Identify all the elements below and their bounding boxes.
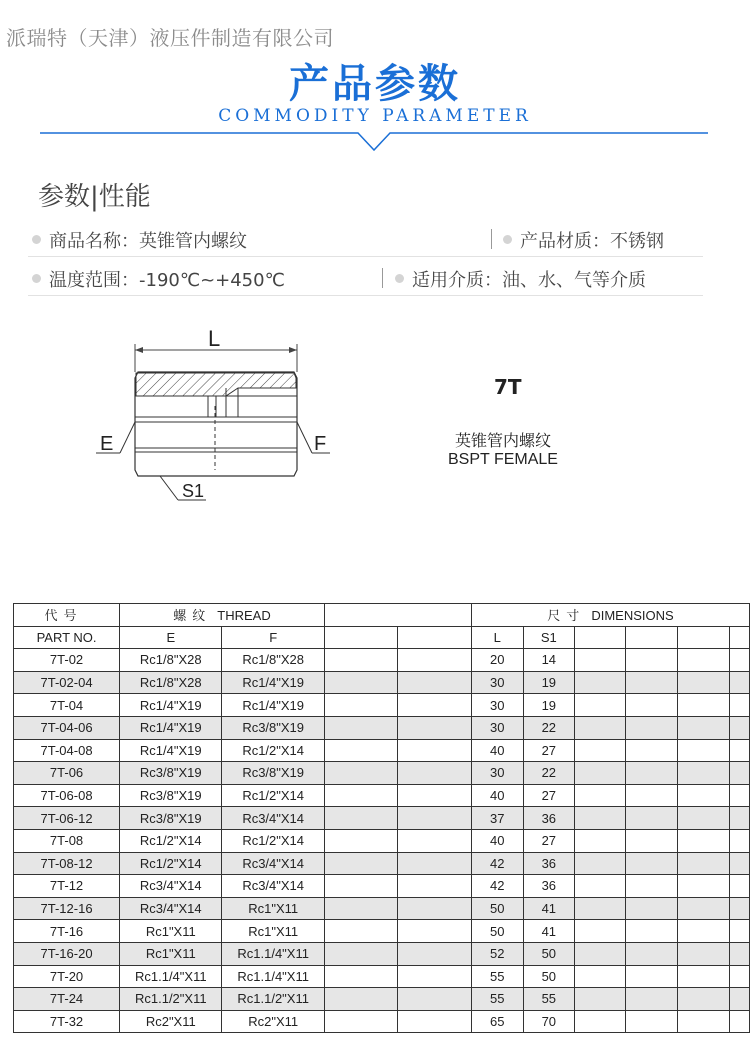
cell-empty <box>398 897 472 920</box>
cell-empty <box>398 807 472 830</box>
cell-s1: 50 <box>523 942 575 965</box>
cell-l: 30 <box>471 762 523 785</box>
cell-empty <box>398 716 472 739</box>
cell-e: Rc1.1/4"X11 <box>120 965 222 988</box>
cell-empty <box>575 829 626 852</box>
cell-f: Rc1/4"X19 <box>222 694 324 717</box>
cell-part: 7T-08-12 <box>14 852 120 875</box>
cell-empty <box>626 920 677 943</box>
cell-empty <box>398 875 472 898</box>
table-row <box>14 762 750 785</box>
prop-separator <box>491 229 492 249</box>
cell-empty <box>398 920 472 943</box>
table-row <box>14 897 750 920</box>
cell-part: 7T-04-06 <box>14 716 120 739</box>
cell-empty <box>677 694 729 717</box>
cell-part: 7T-16 <box>14 920 120 943</box>
cell-empty <box>730 694 750 717</box>
table-row <box>14 649 750 672</box>
cell-empty <box>324 784 398 807</box>
cell-empty <box>677 897 729 920</box>
cell-e: Rc1"X11 <box>120 942 222 965</box>
prop-separator <box>382 268 383 288</box>
cell-empty <box>398 1010 472 1033</box>
cell-s1: 55 <box>523 988 575 1011</box>
fitting-drawing <box>90 320 350 510</box>
table-row <box>14 988 750 1011</box>
cell-part: 7T-04-08 <box>14 739 120 762</box>
cell-part: 7T-08 <box>14 829 120 852</box>
cell-part: 7T-24 <box>14 988 120 1011</box>
header-empty <box>324 604 471 627</box>
cell-empty <box>677 875 729 898</box>
cell-empty <box>575 897 626 920</box>
header-part-no: PART NO. <box>14 626 120 649</box>
bullet-icon <box>503 235 512 244</box>
header-f: F <box>222 626 324 649</box>
cell-empty <box>575 965 626 988</box>
cell-empty <box>730 942 750 965</box>
cell-empty <box>324 649 398 672</box>
cell-empty <box>626 649 677 672</box>
cell-l: 55 <box>471 988 523 1011</box>
cell-part: 7T-04 <box>14 694 120 717</box>
cell-s1: 27 <box>523 784 575 807</box>
cell-empty <box>677 762 729 785</box>
cell-s1: 36 <box>523 852 575 875</box>
cell-l: 30 <box>471 694 523 717</box>
label-F: F <box>314 433 327 455</box>
cell-empty <box>730 649 750 672</box>
cell-l: 50 <box>471 920 523 943</box>
cell-empty <box>730 829 750 852</box>
cell-empty <box>575 739 626 762</box>
prop-temperature: 温度范围：-190℃~+450℃ <box>32 266 285 292</box>
cell-empty <box>626 965 677 988</box>
cell-empty <box>626 716 677 739</box>
cell-f: Rc1"X11 <box>222 920 324 943</box>
page-title: 产品参数 <box>289 61 461 107</box>
cell-empty <box>677 671 729 694</box>
cell-e: Rc3/8"X19 <box>120 762 222 785</box>
cell-f: Rc1/2"X14 <box>222 829 324 852</box>
cell-s1: 50 <box>523 965 575 988</box>
cell-empty <box>730 852 750 875</box>
header-thread: 螺纹 THREAD <box>120 604 325 627</box>
cell-l: 50 <box>471 897 523 920</box>
cell-empty <box>626 852 677 875</box>
table-row <box>14 694 750 717</box>
header-empty <box>398 626 472 649</box>
cell-s1: 41 <box>523 920 575 943</box>
cell-empty <box>626 807 677 830</box>
table-row <box>14 807 750 830</box>
table-row <box>14 920 750 943</box>
cell-empty <box>324 852 398 875</box>
spec-table <box>13 603 750 1033</box>
cell-e: Rc1/4"X19 <box>120 694 222 717</box>
cell-empty <box>575 875 626 898</box>
cell-empty <box>398 852 472 875</box>
cell-empty <box>575 671 626 694</box>
cell-e: Rc1/2"X14 <box>120 829 222 852</box>
cell-empty <box>398 942 472 965</box>
cell-e: Rc1/4"X19 <box>120 716 222 739</box>
cell-empty <box>626 671 677 694</box>
cell-part: 7T-06-12 <box>14 807 120 830</box>
cell-l: 40 <box>471 829 523 852</box>
cell-empty <box>677 1010 729 1033</box>
cell-empty <box>730 784 750 807</box>
cell-empty <box>324 829 398 852</box>
cell-e: Rc2"X11 <box>120 1010 222 1033</box>
product-desc-cn: 英锥管内螺纹 <box>455 431 552 450</box>
cell-empty <box>677 784 729 807</box>
cell-empty <box>730 716 750 739</box>
cell-part: 7T-16-20 <box>14 942 120 965</box>
cell-l: 40 <box>471 784 523 807</box>
cell-empty <box>398 762 472 785</box>
cell-empty <box>730 807 750 830</box>
cell-part: 7T-20 <box>14 965 120 988</box>
cell-l: 55 <box>471 965 523 988</box>
cell-empty <box>324 671 398 694</box>
cell-empty <box>398 739 472 762</box>
section-title: 参数|性能 <box>38 182 151 212</box>
table-row <box>14 1010 750 1033</box>
cell-empty <box>324 920 398 943</box>
cell-empty <box>575 920 626 943</box>
cell-empty <box>324 807 398 830</box>
cell-empty <box>324 716 398 739</box>
cell-f: Rc3/8"X19 <box>222 762 324 785</box>
header-s1: S1 <box>523 626 575 649</box>
cell-e: Rc3/4"X14 <box>120 875 222 898</box>
header-empty <box>677 626 729 649</box>
prop-divider <box>28 295 703 296</box>
cell-l: 37 <box>471 807 523 830</box>
cell-empty <box>575 762 626 785</box>
label-L: L <box>208 326 221 351</box>
cell-s1: 22 <box>523 762 575 785</box>
cell-part: 7T-06-08 <box>14 784 120 807</box>
cell-empty <box>398 649 472 672</box>
table-row <box>14 942 750 965</box>
cell-s1: 22 <box>523 716 575 739</box>
bullet-icon <box>32 274 41 283</box>
cell-empty <box>730 1010 750 1033</box>
cell-empty <box>626 897 677 920</box>
cell-empty <box>677 716 729 739</box>
cell-f: Rc3/4"X14 <box>222 807 324 830</box>
cell-empty <box>626 739 677 762</box>
table-row <box>14 671 750 694</box>
cell-e: Rc3/8"X19 <box>120 807 222 830</box>
cell-empty <box>677 920 729 943</box>
cell-empty <box>677 649 729 672</box>
table-row <box>14 716 750 739</box>
company-name: 派瑞特（天津）液压件制造有限公司 <box>6 26 334 50</box>
cell-empty <box>730 875 750 898</box>
cell-l: 30 <box>471 671 523 694</box>
prop-material: 产品材质：不锈钢 <box>503 227 664 253</box>
cell-e: Rc1"X11 <box>120 920 222 943</box>
table-header-row <box>14 604 750 627</box>
cell-empty <box>575 852 626 875</box>
cell-f: Rc1.1/2"X11 <box>222 988 324 1011</box>
cell-l: 52 <box>471 942 523 965</box>
header-empty <box>730 626 750 649</box>
cell-empty <box>324 1010 398 1033</box>
cell-s1: 36 <box>523 807 575 830</box>
cell-empty <box>324 942 398 965</box>
cell-s1: 70 <box>523 1010 575 1033</box>
cell-s1: 36 <box>523 875 575 898</box>
table-row <box>14 829 750 852</box>
header-empty <box>324 626 398 649</box>
cell-s1: 27 <box>523 829 575 852</box>
cell-f: Rc2"X11 <box>222 1010 324 1033</box>
cell-empty <box>398 965 472 988</box>
cell-f: Rc1.1/4"X11 <box>222 965 324 988</box>
label-E: E <box>100 433 114 455</box>
cell-s1: 27 <box>523 739 575 762</box>
cell-empty <box>398 671 472 694</box>
cell-part: 7T-02-04 <box>14 671 120 694</box>
cell-empty <box>730 897 750 920</box>
cell-empty <box>626 762 677 785</box>
table-row <box>14 875 750 898</box>
table-row <box>14 965 750 988</box>
cell-empty <box>626 829 677 852</box>
cell-empty <box>575 807 626 830</box>
cell-part: 7T-12-16 <box>14 897 120 920</box>
cell-empty <box>575 694 626 717</box>
label-S1: S1 <box>182 481 205 501</box>
cell-part: 7T-02 <box>14 649 120 672</box>
cell-empty <box>626 694 677 717</box>
cell-l: 42 <box>471 875 523 898</box>
cell-empty <box>626 988 677 1011</box>
cell-empty <box>324 897 398 920</box>
cell-f: Rc1/8"X28 <box>222 649 324 672</box>
cell-empty <box>575 1010 626 1033</box>
header-e: E <box>120 626 222 649</box>
cell-l: 30 <box>471 716 523 739</box>
cell-empty <box>677 965 729 988</box>
cell-empty <box>677 739 729 762</box>
cell-empty <box>677 852 729 875</box>
table-subheader-row <box>14 626 750 649</box>
header-empty <box>575 626 626 649</box>
cell-empty <box>575 784 626 807</box>
cell-empty <box>626 1010 677 1033</box>
cell-empty <box>626 942 677 965</box>
cell-f: Rc1"X11 <box>222 897 324 920</box>
cell-f: Rc3/4"X14 <box>222 852 324 875</box>
cell-part: 7T-32 <box>14 1010 120 1033</box>
cell-l: 20 <box>471 649 523 672</box>
cell-f: Rc1.1/4"X11 <box>222 942 324 965</box>
cell-empty <box>730 965 750 988</box>
cell-empty <box>324 988 398 1011</box>
cell-e: Rc1.1/2"X11 <box>120 988 222 1011</box>
cell-empty <box>730 739 750 762</box>
header-l: L <box>471 626 523 649</box>
cell-l: 42 <box>471 852 523 875</box>
page-subtitle: COMMODITY PARAMETER <box>218 106 532 126</box>
cell-e: Rc1/2"X14 <box>120 852 222 875</box>
cell-empty <box>575 716 626 739</box>
cell-e: Rc1/8"X28 <box>120 671 222 694</box>
cell-empty <box>730 762 750 785</box>
cell-f: Rc3/4"X14 <box>222 875 324 898</box>
prop-name: 商品名称：英锥管内螺纹 <box>32 227 247 253</box>
cell-f: Rc3/8"X19 <box>222 716 324 739</box>
product-desc-en: BSPT FEMALE <box>448 451 558 468</box>
cell-f: Rc1/2"X14 <box>222 739 324 762</box>
prop-medium: 适用介质：油、水、气等介质 <box>395 266 646 292</box>
cell-s1: 41 <box>523 897 575 920</box>
cell-empty <box>677 829 729 852</box>
product-model: 7T <box>494 375 522 399</box>
header-dimensions: 尺寸 DIMENSIONS <box>471 604 749 627</box>
cell-e: Rc3/4"X14 <box>120 897 222 920</box>
cell-empty <box>324 965 398 988</box>
header-code: 代号 <box>14 604 120 627</box>
cell-part: 7T-06 <box>14 762 120 785</box>
cell-empty <box>324 694 398 717</box>
cell-empty <box>398 784 472 807</box>
title-divider <box>40 132 708 152</box>
cell-empty <box>324 739 398 762</box>
cell-l: 40 <box>471 739 523 762</box>
cell-s1: 19 <box>523 694 575 717</box>
table-row <box>14 784 750 807</box>
cell-empty <box>677 807 729 830</box>
prop-divider <box>28 256 703 257</box>
cell-l: 65 <box>471 1010 523 1033</box>
cell-empty <box>398 988 472 1011</box>
table-row <box>14 739 750 762</box>
cell-e: Rc1/8"X28 <box>120 649 222 672</box>
cell-f: Rc1/2"X14 <box>222 784 324 807</box>
cell-empty <box>677 942 729 965</box>
cell-empty <box>575 988 626 1011</box>
cell-empty <box>324 875 398 898</box>
bullet-icon <box>395 274 404 283</box>
cell-s1: 14 <box>523 649 575 672</box>
cell-empty <box>730 920 750 943</box>
cell-s1: 19 <box>523 671 575 694</box>
cell-empty <box>626 784 677 807</box>
header-empty <box>626 626 677 649</box>
cell-empty <box>398 694 472 717</box>
cell-empty <box>730 988 750 1011</box>
cell-empty <box>730 671 750 694</box>
cell-empty <box>324 762 398 785</box>
bullet-icon <box>32 235 41 244</box>
cell-e: Rc1/4"X19 <box>120 739 222 762</box>
cell-empty <box>626 875 677 898</box>
cell-empty <box>575 649 626 672</box>
cell-empty <box>677 988 729 1011</box>
table-row <box>14 852 750 875</box>
cell-empty <box>575 942 626 965</box>
cell-f: Rc1/4"X19 <box>222 671 324 694</box>
cell-e: Rc3/8"X19 <box>120 784 222 807</box>
cell-empty <box>398 829 472 852</box>
cell-part: 7T-12 <box>14 875 120 898</box>
